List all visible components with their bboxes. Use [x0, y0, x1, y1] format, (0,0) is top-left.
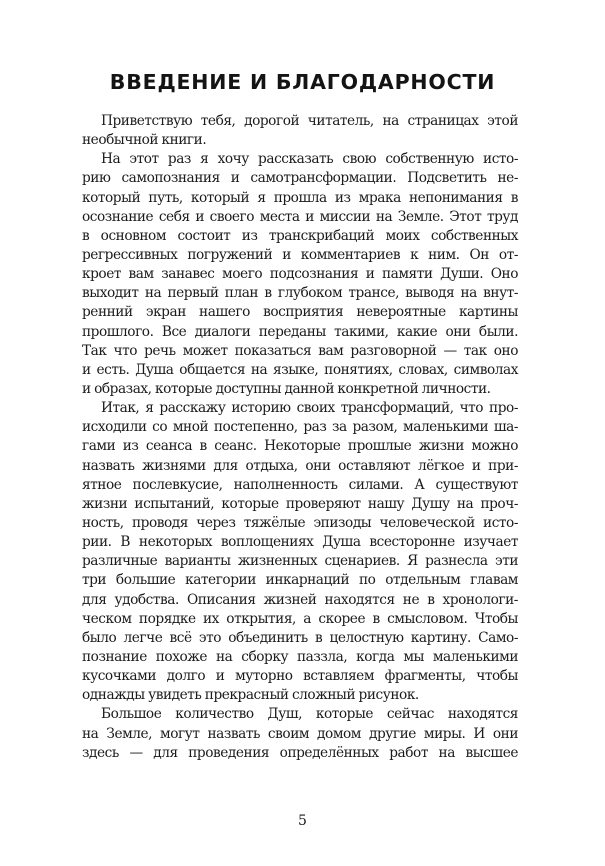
text-line: исходили со мной постепенно, раз за разом, маленькими ша- — [82, 419, 518, 436]
text-line: и образах, которые доступны данной конкретной личности. — [82, 380, 491, 397]
text-line: необычной книги. — [82, 132, 207, 149]
text-line: было легче всё это объединить в целостную картину. Само- — [82, 629, 518, 646]
text-line: ность, проводя через тяжёлые эпизоды человеческой исто- — [82, 514, 518, 531]
text-line: различные варианты жизненных сценариев. Я разнесла эти — [82, 553, 518, 570]
text-line: здесь — для проведения определённых работ на высшее — [82, 744, 518, 761]
text-line: ятное послевкусие, наполненность силами. А существуют — [82, 476, 518, 493]
chapter-body — [82, 112, 518, 763]
text-line: ческом порядке их открытия, а скорее в смысловом. Чтобы — [82, 610, 518, 627]
paragraph — [82, 399, 518, 705]
text-line: назвать жизнями для отдыха, они оставляют лёгкое и при- — [82, 457, 518, 474]
text-line: и есть. Душа общается на языке, понятиях, словах, символах — [82, 361, 518, 378]
text-line: для удобства. Описания жизней находятся не в хронологи- — [82, 591, 518, 608]
text-line: регрессивных погружений и комментариев к ним. Он от- — [82, 246, 518, 263]
paragraph — [82, 705, 518, 762]
text-line: который путь, который я прошла из мрака непонимания в — [82, 189, 518, 206]
text-line: рии. В некоторых воплощениях Душа всесторонне изучает — [82, 534, 518, 551]
text-line: прошлого. Все диалоги переданы такими, какие они были. — [82, 323, 518, 340]
text-line: выходит на первый план в глубоком трансе, выводя на внут- — [82, 285, 518, 302]
text-line: рию самопознания и самотрансформации. Подсветить не- — [82, 170, 518, 187]
text-line: кусочками долго и муторно вставляем фрагменты, чтобы — [82, 668, 518, 685]
text-line: Итак, я расскажу историю своих трансформаций, что про- — [101, 400, 518, 417]
text-line: ренний экран нашего восприятия невероятные картины — [82, 304, 518, 321]
text-line: Большое количество Душ, которые сейчас находятся — [101, 706, 518, 723]
text-line: гами из сеанса в сеанс. Некоторые прошлые жизни можно — [82, 438, 518, 455]
paragraph — [82, 150, 518, 399]
text-line: три большие категории инкарнаций по отдельным главам — [82, 572, 518, 589]
chapter-title: ВВЕДЕНИЕ И БЛАГОДАРНОСТИ — [109, 70, 496, 94]
text-line: на Земле, могут назвать своим домом другие миры. И они — [82, 725, 518, 742]
text-line: кроет вам занавес моего подсознания и памяти Души. Оно — [82, 266, 518, 283]
page-number: 5 — [298, 813, 307, 829]
paragraph — [82, 112, 518, 150]
text-line: однажды увидеть прекрасный сложный рисунок. — [82, 687, 419, 704]
text-line: познание похоже на сборку паззла, когда мы маленькими — [82, 648, 518, 665]
text-line: Так что речь может показаться вам разговорной — так оно — [82, 342, 518, 359]
text-line: жизни испытаний, которые проверяют нашу Душу на проч- — [82, 495, 518, 512]
text-line: в основном состоит из транскрибаций моих собственных — [82, 227, 518, 244]
text-line: Приветствую тебя, дорогой читатель, на страницах этой — [101, 113, 518, 129]
text-line: осознание себя и своего места и миссии на Земле. Этот труд — [82, 208, 518, 225]
text-line: На этот раз я хочу рассказать свою собственную исто- — [101, 151, 518, 168]
